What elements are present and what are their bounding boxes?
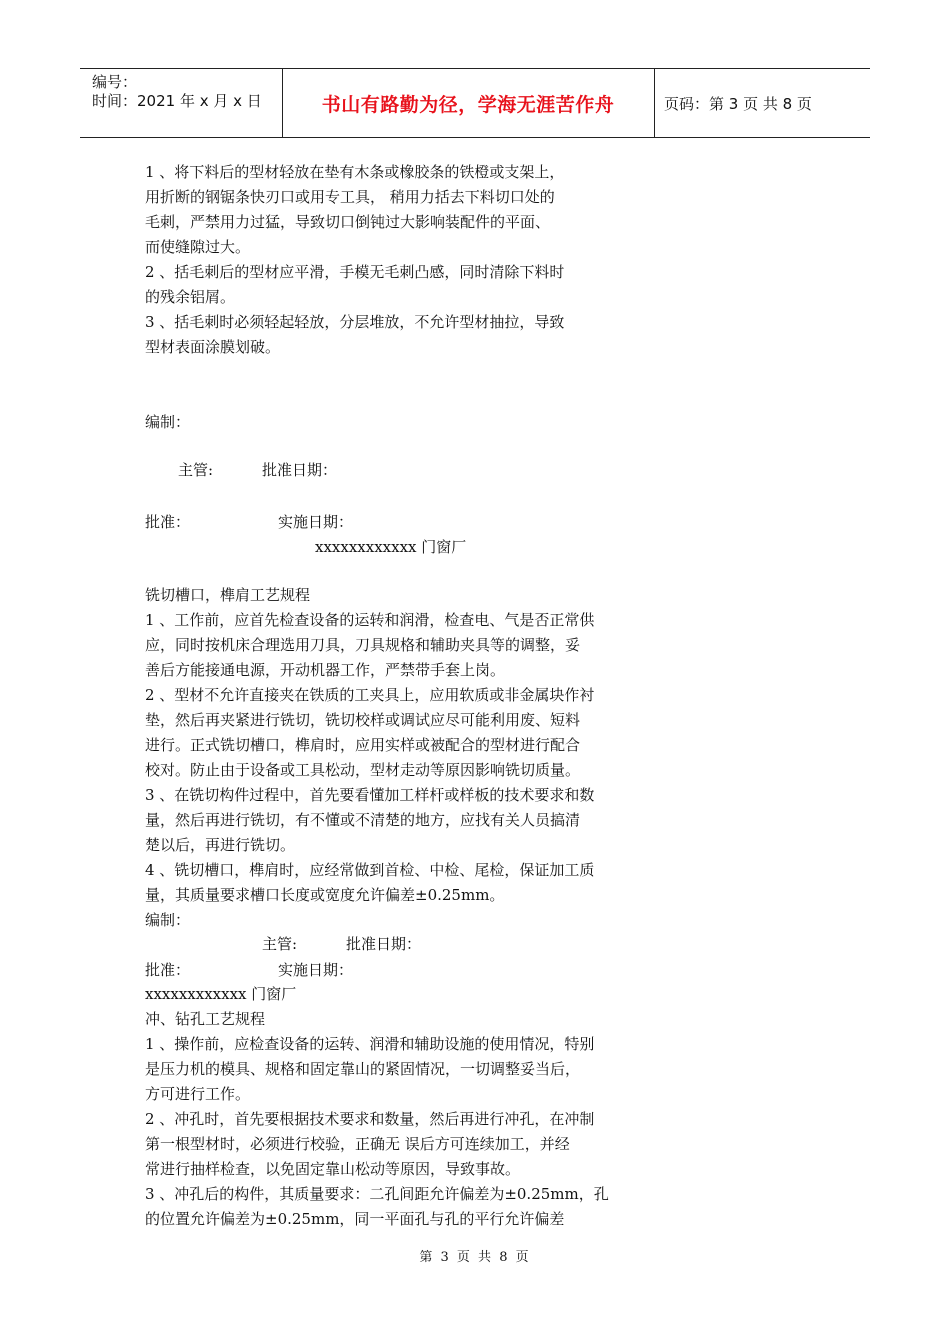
- page-header: [80, 68, 870, 138]
- body-line: 的残余铝屑。: [145, 288, 236, 306]
- body-line: 而使缝隙过大。: [145, 238, 251, 256]
- doc-time: 时间：2021 年 x 月 x 日: [92, 92, 262, 110]
- body-line: 4 、铣切槽口，榫肩时，应经常做到首检、中检、尾检，保证加工质: [145, 861, 595, 879]
- approve-date-label: 批准日期：: [346, 935, 422, 953]
- factory-name: xxxxxxxxxxxx 门窗厂: [145, 985, 297, 1003]
- body-line: 2 、括毛刺后的型材应平滑，手模无毛刺凸感，同时清除下料时: [145, 263, 565, 281]
- doc-code: 编号：: [92, 73, 138, 91]
- compile-label: 编制：: [145, 911, 191, 929]
- section-title: 冲、钻孔工艺规程: [145, 1010, 266, 1028]
- body-line: 楚以后，再进行铣切。: [145, 836, 296, 854]
- body-line: 3 、括毛刺时必须轻起轻放，分层堆放，不允许型材抽拉，导致: [145, 313, 565, 331]
- body-line: 2 、型材不允许直接夹在铁质的工夹具上，应用软质或非金属块作衬: [145, 686, 595, 704]
- body-line: 型材表面涂膜划破。: [145, 338, 281, 356]
- factory-name: xxxxxxxxxxxx 门窗厂: [315, 538, 467, 556]
- section-title: 铣切槽口，榫肩工艺规程: [145, 586, 311, 604]
- body-line: 常进行抽样检查，以免固定靠山松动等原因，导致事故。: [145, 1160, 521, 1178]
- compile-label: 编制：: [145, 413, 191, 431]
- approve-date-label: 批准日期：: [262, 461, 338, 479]
- body-line: 1 、工作前，应首先检查设备的运转和润滑，检查电、气是否正常供: [145, 611, 595, 629]
- body-line: 方可进行工作。: [145, 1085, 251, 1103]
- impl-date-label: 实施日期：: [278, 513, 354, 531]
- header-divider: [654, 69, 655, 137]
- supervisor-label: 主管:: [262, 935, 298, 953]
- body-line: 校对。防止由于设备或工具松动，型材走动等原因影响铣切质量。: [145, 761, 581, 779]
- approve-label: 批准：: [145, 961, 191, 979]
- body-line: 垫，然后再夹紧进行铣切，铣切校样或调试应尽可能利用废、短料: [145, 711, 581, 729]
- page-footer: 第 3 页 共 8 页: [419, 1250, 531, 1265]
- body-line: 进行。正式铣切槽口，榫肩时，应用实样或被配合的型材进行配合: [145, 736, 581, 754]
- body-line: 2 、冲孔时，首先要根据技术要求和数量，然后再进行冲孔，在冲制: [145, 1110, 595, 1128]
- body-line: 3 、冲孔后的构件，其质量要求：二孔间距允许偏差为±0.25mm，孔: [145, 1185, 609, 1203]
- body-line: 用折断的钢锯条快刃口或用专工具， 稍用力括去下料切口处的: [145, 188, 555, 206]
- header-page-info: 页码：第 3 页 共 8 页: [664, 94, 812, 113]
- body-line: 3 、在铣切构件过程中，首先要看懂加工样杆或样板的技术要求和数: [145, 786, 595, 804]
- body-line: 应，同时按机床合理选用刀具，刀具规格和辅助夹具等的调整，妥: [145, 636, 581, 654]
- body-line: 第一根型材时，必须进行校验，正确无 误后方可连续加工，并经: [145, 1135, 570, 1153]
- body-line: 量，然后再进行铣切，有不懂或不清楚的地方，应找有关人员搞清: [145, 811, 581, 829]
- body-line: 1 、操作前，应检查设备的运转、润滑和辅助设施的使用情况，特别: [145, 1035, 595, 1053]
- body-line: 的位置允许偏差为±0.25mm，同一平面孔与孔的平行允许偏差: [145, 1210, 565, 1228]
- body-line: 是压力机的模具、规格和固定靠山的紧固情况，一切调整妥当后，: [145, 1060, 581, 1078]
- body-line: 1 、将下料后的型材轻放在垫有木条或橡胶条的铁橙或支架上，: [145, 163, 565, 181]
- approve-label: 批准：: [145, 513, 191, 531]
- supervisor-label: 主管:: [178, 461, 214, 479]
- header-motto: 书山有路勤为径，学海无涯苦作舟: [321, 93, 615, 116]
- body-line: 毛刺，严禁用力过猛，导致切口倒钝过大影响装配件的平面、: [145, 213, 551, 231]
- body-line: 善后方能接通电源，开动机器工作，严禁带手套上岗。: [145, 661, 506, 679]
- header-meta: [92, 73, 262, 111]
- body-line: 量，其质量要求槽口长度或宽度允许偏差±0.25mm。: [145, 886, 505, 904]
- impl-date-label: 实施日期：: [278, 961, 354, 979]
